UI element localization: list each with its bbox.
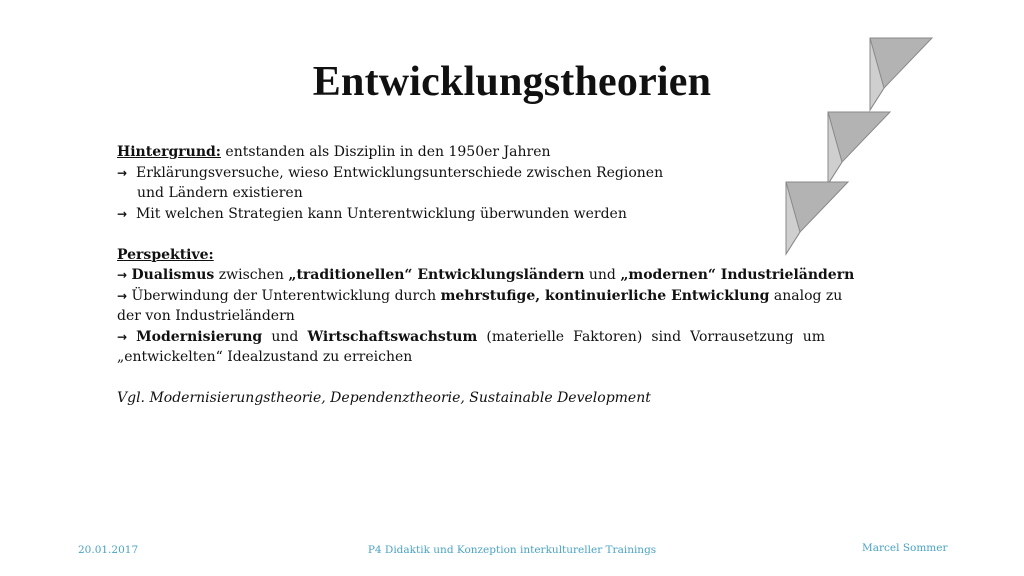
arrow-icon: → <box>117 206 128 221</box>
hintergrund-bullet-1-cont <box>117 183 825 204</box>
p3-bold-2: Wirtschaftswachstum <box>307 328 478 345</box>
p1-bold-3: „modernen“ Industrieländern <box>620 267 855 283</box>
spacer <box>117 368 825 389</box>
slide-title: Entwicklungstheorien <box>312 59 712 105</box>
bullet-1-text-b: und Ländern existieren <box>137 185 303 201</box>
p3-text-1: und <box>271 328 308 345</box>
hintergrund-line <box>117 142 825 163</box>
p1-bold-2: „traditionellen“ Entwicklungsländern <box>288 267 585 283</box>
perspektive-point-2-cont <box>117 306 825 327</box>
p3-line-2: „entwickelten“ Idealzustand zu erreichen <box>117 349 413 365</box>
footer-date: 20.01.2017 <box>78 544 139 556</box>
hintergrund-text: entstanden als Disziplin in den 1950er Jahren <box>220 144 551 160</box>
arrow-icon: → <box>117 329 128 344</box>
hintergrund-label: Hintergrund: <box>117 144 221 160</box>
footer-author: Marcel Sommer <box>862 542 948 554</box>
p3-bold-1: Modernisierung <box>136 328 263 345</box>
p1-bold-1: Dualismus <box>131 267 215 283</box>
arrow-icon: → <box>117 268 128 282</box>
perspektive-point-1 <box>117 265 855 286</box>
p2-text-1: Überwindung der Unterentwicklung durch <box>131 287 441 304</box>
bullet-1-text-a: Erklärungsversuche, wieso Entwicklungsunterschiede zwischen Regionen <box>135 164 664 181</box>
p1-text-1: zwischen <box>214 267 289 283</box>
footer-course: P4 Didaktik und Konzeption interkultureller Trainings <box>367 544 657 556</box>
arrow-icon: → <box>117 288 128 303</box>
arrow-icon: → <box>117 165 128 180</box>
hintergrund-bullet-2 <box>117 204 825 225</box>
p2-text-2: analog zu <box>769 287 843 304</box>
perspektive-heading <box>117 245 825 266</box>
bullet-2-text: Mit welchen Strategien kann Unterentwicklung überwunden werden <box>135 205 627 222</box>
p2-line-2: der von Industrieländern <box>117 308 295 324</box>
p3-text-2: (materielle Faktoren) sind Vorrausetzung um <box>486 328 826 345</box>
perspektive-point-3 <box>117 327 825 348</box>
perspektive-point-3-cont <box>117 347 825 368</box>
hintergrund-bullet-1 <box>117 163 825 184</box>
p1-text-2: und <box>584 267 621 283</box>
slide-body <box>117 142 855 409</box>
reference-line: Vgl. Modernisierungstheorie, Dependenztheorie, Sustainable Development <box>117 390 651 406</box>
perspektive-label: Perspektive: <box>117 246 214 263</box>
spacer <box>117 224 825 245</box>
p2-bold-1: mehrstufige, kontinuierliche Entwicklung <box>440 287 770 304</box>
perspektive-point-2 <box>117 286 843 307</box>
